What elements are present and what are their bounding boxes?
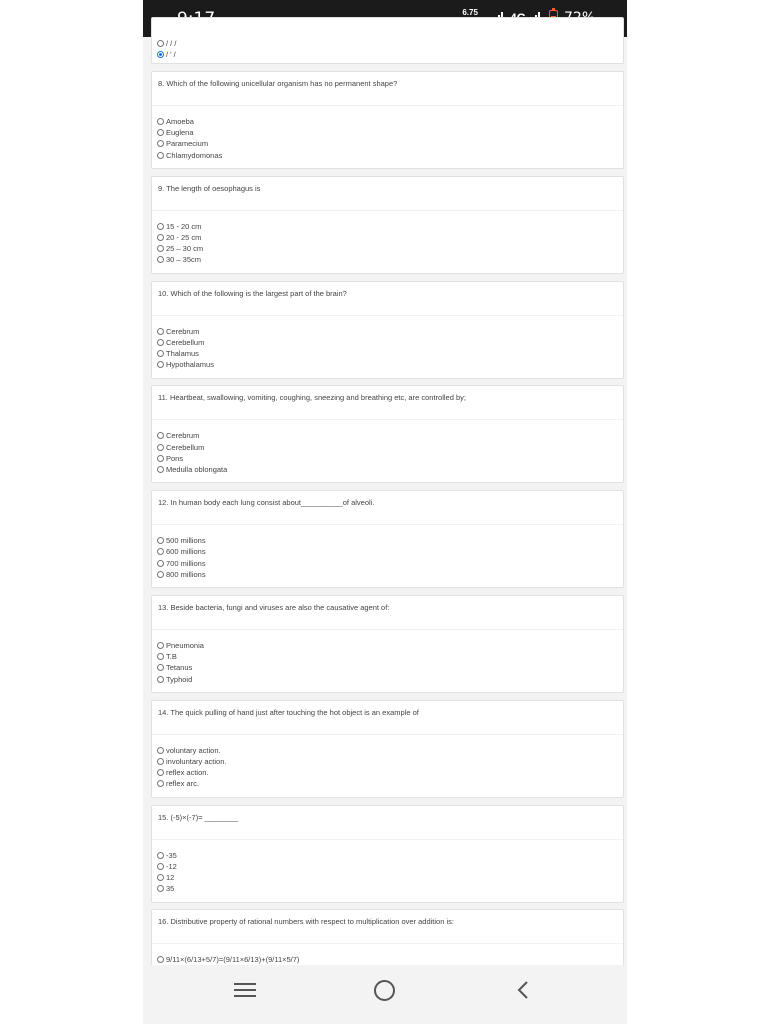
option-label: 9/11×(6/13+5/7)=(9/11×6/13)+(9/11×5/7) bbox=[166, 955, 300, 965]
option-label: 500 millions bbox=[166, 536, 206, 546]
radio-button[interactable] bbox=[157, 432, 164, 439]
option-label: Cerebellum bbox=[166, 442, 205, 452]
question-text: 12. In human body each lung consist about__________of alveoli. bbox=[158, 498, 375, 508]
radio-option[interactable] bbox=[157, 38, 176, 49]
radio-button[interactable] bbox=[157, 874, 164, 881]
radio-option[interactable] bbox=[157, 954, 299, 965]
question-text: 15. (-5)×(-7)= ________ bbox=[158, 812, 239, 822]
question-card bbox=[151, 385, 624, 483]
question-card bbox=[151, 281, 624, 379]
question-card bbox=[151, 805, 624, 903]
radio-option[interactable] bbox=[157, 326, 214, 337]
quiz-content[interactable] bbox=[151, 37, 625, 965]
option-label: 20 - 25 cm bbox=[166, 233, 202, 243]
option-label: Pons bbox=[166, 453, 184, 463]
radio-option[interactable] bbox=[157, 756, 226, 767]
home-icon[interactable] bbox=[374, 980, 395, 1001]
option-list bbox=[157, 535, 206, 580]
divider bbox=[152, 315, 623, 316]
question-card bbox=[151, 595, 624, 693]
option-list bbox=[157, 38, 176, 60]
option-label: voluntary action. bbox=[166, 745, 221, 755]
option-label: Euglena bbox=[166, 128, 194, 138]
radio-option[interactable] bbox=[157, 674, 204, 685]
question-text: 14. The quick pulling of hand just after touching the hot object is an example of bbox=[158, 707, 419, 717]
radio-option[interactable] bbox=[157, 767, 226, 778]
option-label: Pneumonia bbox=[166, 641, 204, 651]
radio-option[interactable] bbox=[157, 546, 206, 557]
divider bbox=[152, 943, 623, 944]
phone-screen bbox=[143, 0, 627, 1024]
radio-button[interactable] bbox=[157, 560, 164, 567]
option-label: -35 bbox=[166, 850, 177, 860]
radio-option[interactable] bbox=[157, 651, 204, 662]
option-label: / ' / bbox=[166, 50, 176, 60]
back-icon[interactable] bbox=[517, 980, 529, 1000]
divider bbox=[152, 734, 623, 735]
radio-option[interactable] bbox=[157, 558, 206, 569]
divider bbox=[152, 419, 623, 420]
radio-button-selected[interactable] bbox=[157, 51, 164, 58]
radio-option[interactable] bbox=[157, 872, 177, 883]
question-card bbox=[151, 700, 624, 798]
radio-option[interactable] bbox=[157, 745, 226, 756]
radio-option[interactable] bbox=[157, 221, 203, 232]
radio-button[interactable] bbox=[157, 758, 164, 765]
option-label: Tetanus bbox=[166, 663, 193, 673]
radio-button[interactable] bbox=[157, 328, 164, 335]
radio-button[interactable] bbox=[157, 466, 164, 473]
radio-option[interactable] bbox=[157, 535, 206, 546]
option-label: Thalamus bbox=[166, 349, 199, 359]
radio-button[interactable] bbox=[157, 664, 164, 671]
option-label: -12 bbox=[166, 861, 177, 871]
radio-button[interactable] bbox=[157, 676, 164, 683]
radio-button[interactable] bbox=[157, 444, 164, 451]
divider bbox=[152, 524, 623, 525]
question-text: 10. Which of the following is the largest part of the brain? bbox=[158, 288, 347, 298]
radio-option[interactable] bbox=[157, 453, 227, 464]
radio-button[interactable] bbox=[157, 863, 164, 870]
radio-button[interactable] bbox=[157, 642, 164, 649]
radio-button[interactable] bbox=[157, 339, 164, 346]
radio-button[interactable] bbox=[157, 350, 164, 357]
option-label: Hypothalamus bbox=[166, 360, 214, 370]
divider bbox=[152, 839, 623, 840]
option-label: involuntary action. bbox=[166, 757, 227, 767]
divider bbox=[152, 210, 623, 211]
radio-option[interactable] bbox=[157, 243, 203, 254]
radio-button[interactable] bbox=[157, 129, 164, 136]
option-label: Paramecium bbox=[166, 139, 209, 149]
radio-option[interactable] bbox=[157, 850, 177, 861]
navigation-bar bbox=[143, 965, 627, 1024]
option-list bbox=[157, 430, 227, 475]
option-label: 25 – 30 cm bbox=[166, 244, 204, 254]
question-card-previous bbox=[151, 17, 624, 64]
radio-option[interactable] bbox=[157, 778, 226, 789]
option-label: T.B bbox=[166, 652, 177, 662]
option-label: 15 - 20 cm bbox=[166, 221, 202, 231]
radio-button[interactable] bbox=[157, 223, 164, 230]
question-text: 8. Which of the following unicellular organism has no permanent shape? bbox=[158, 79, 398, 88]
radio-option[interactable] bbox=[157, 232, 203, 243]
option-list bbox=[157, 326, 214, 371]
radio-option[interactable] bbox=[157, 359, 214, 370]
option-label: 700 millions bbox=[166, 558, 206, 568]
radio-option[interactable] bbox=[157, 150, 222, 161]
divider bbox=[152, 105, 623, 106]
radio-option[interactable] bbox=[157, 127, 222, 138]
radio-option[interactable] bbox=[157, 337, 214, 348]
option-label: Cerebrum bbox=[166, 431, 200, 441]
network-speed-value: 6.75 bbox=[462, 8, 478, 17]
radio-button[interactable] bbox=[157, 956, 164, 963]
radio-option[interactable] bbox=[157, 569, 206, 580]
radio-button[interactable] bbox=[157, 653, 164, 660]
radio-button[interactable] bbox=[157, 769, 164, 776]
question-text: 9. The length of oesophagus is bbox=[158, 183, 261, 193]
radio-option[interactable] bbox=[157, 464, 227, 475]
option-list bbox=[157, 640, 204, 685]
question-card bbox=[151, 71, 624, 169]
option-label: Typhoid bbox=[166, 674, 193, 684]
option-label: 12 bbox=[166, 873, 175, 883]
radio-button[interactable] bbox=[157, 852, 164, 859]
question-text: 13. Beside bacteria, fungi and viruses are also the causative agent of: bbox=[158, 603, 390, 612]
option-label: Medulla oblongata bbox=[166, 465, 228, 475]
radio-option[interactable] bbox=[157, 49, 176, 60]
radio-option[interactable] bbox=[157, 640, 204, 651]
radio-button[interactable] bbox=[157, 537, 164, 544]
option-label: 600 millions bbox=[166, 547, 206, 557]
radio-option[interactable] bbox=[157, 348, 214, 359]
divider bbox=[152, 629, 623, 630]
radio-button[interactable] bbox=[157, 747, 164, 754]
menu-icon[interactable] bbox=[234, 983, 256, 999]
option-label: Amoeba bbox=[166, 117, 194, 127]
option-label: reflex action. bbox=[166, 768, 209, 778]
question-card bbox=[151, 176, 624, 274]
radio-button[interactable] bbox=[157, 455, 164, 462]
radio-option[interactable] bbox=[157, 662, 204, 673]
option-label: 35 bbox=[166, 884, 175, 894]
radio-button[interactable] bbox=[157, 40, 164, 47]
radio-button[interactable] bbox=[157, 548, 164, 555]
radio-button[interactable] bbox=[157, 118, 164, 125]
question-card bbox=[151, 490, 624, 588]
question-text: 16. Distributive property of rational numbers with respect to multiplication over addition is: bbox=[158, 917, 454, 927]
radio-button[interactable] bbox=[157, 361, 164, 368]
radio-button[interactable] bbox=[157, 780, 164, 787]
option-list bbox=[157, 221, 203, 266]
radio-option[interactable] bbox=[157, 254, 203, 265]
radio-button[interactable] bbox=[157, 256, 164, 263]
radio-option[interactable] bbox=[157, 430, 227, 441]
option-label: 800 millions bbox=[166, 569, 206, 579]
question-text: 11. Heartbeat, swallowing, vomiting, coughing, sneezing and breathing etc, are controlled by; bbox=[158, 393, 466, 403]
option-label: Cerebellum bbox=[166, 337, 205, 347]
option-label: reflex arc. bbox=[166, 779, 199, 789]
option-label: Chlamydomonas bbox=[166, 150, 223, 160]
radio-button[interactable] bbox=[157, 234, 164, 241]
option-label: / / / bbox=[166, 39, 177, 49]
option-label: 30 – 35cm bbox=[166, 255, 202, 265]
radio-option[interactable] bbox=[157, 883, 177, 894]
radio-button[interactable] bbox=[157, 245, 164, 252]
radio-option[interactable] bbox=[157, 116, 222, 127]
option-label: Cerebrum bbox=[166, 326, 200, 336]
option-list bbox=[157, 850, 177, 895]
radio-button[interactable] bbox=[157, 885, 164, 892]
option-list bbox=[157, 116, 222, 161]
radio-button[interactable] bbox=[157, 152, 164, 159]
radio-option[interactable] bbox=[157, 138, 222, 149]
radio-option[interactable] bbox=[157, 442, 227, 453]
radio-button[interactable] bbox=[157, 571, 164, 578]
radio-button[interactable] bbox=[157, 140, 164, 147]
radio-option[interactable] bbox=[157, 861, 177, 872]
option-list bbox=[157, 745, 226, 790]
